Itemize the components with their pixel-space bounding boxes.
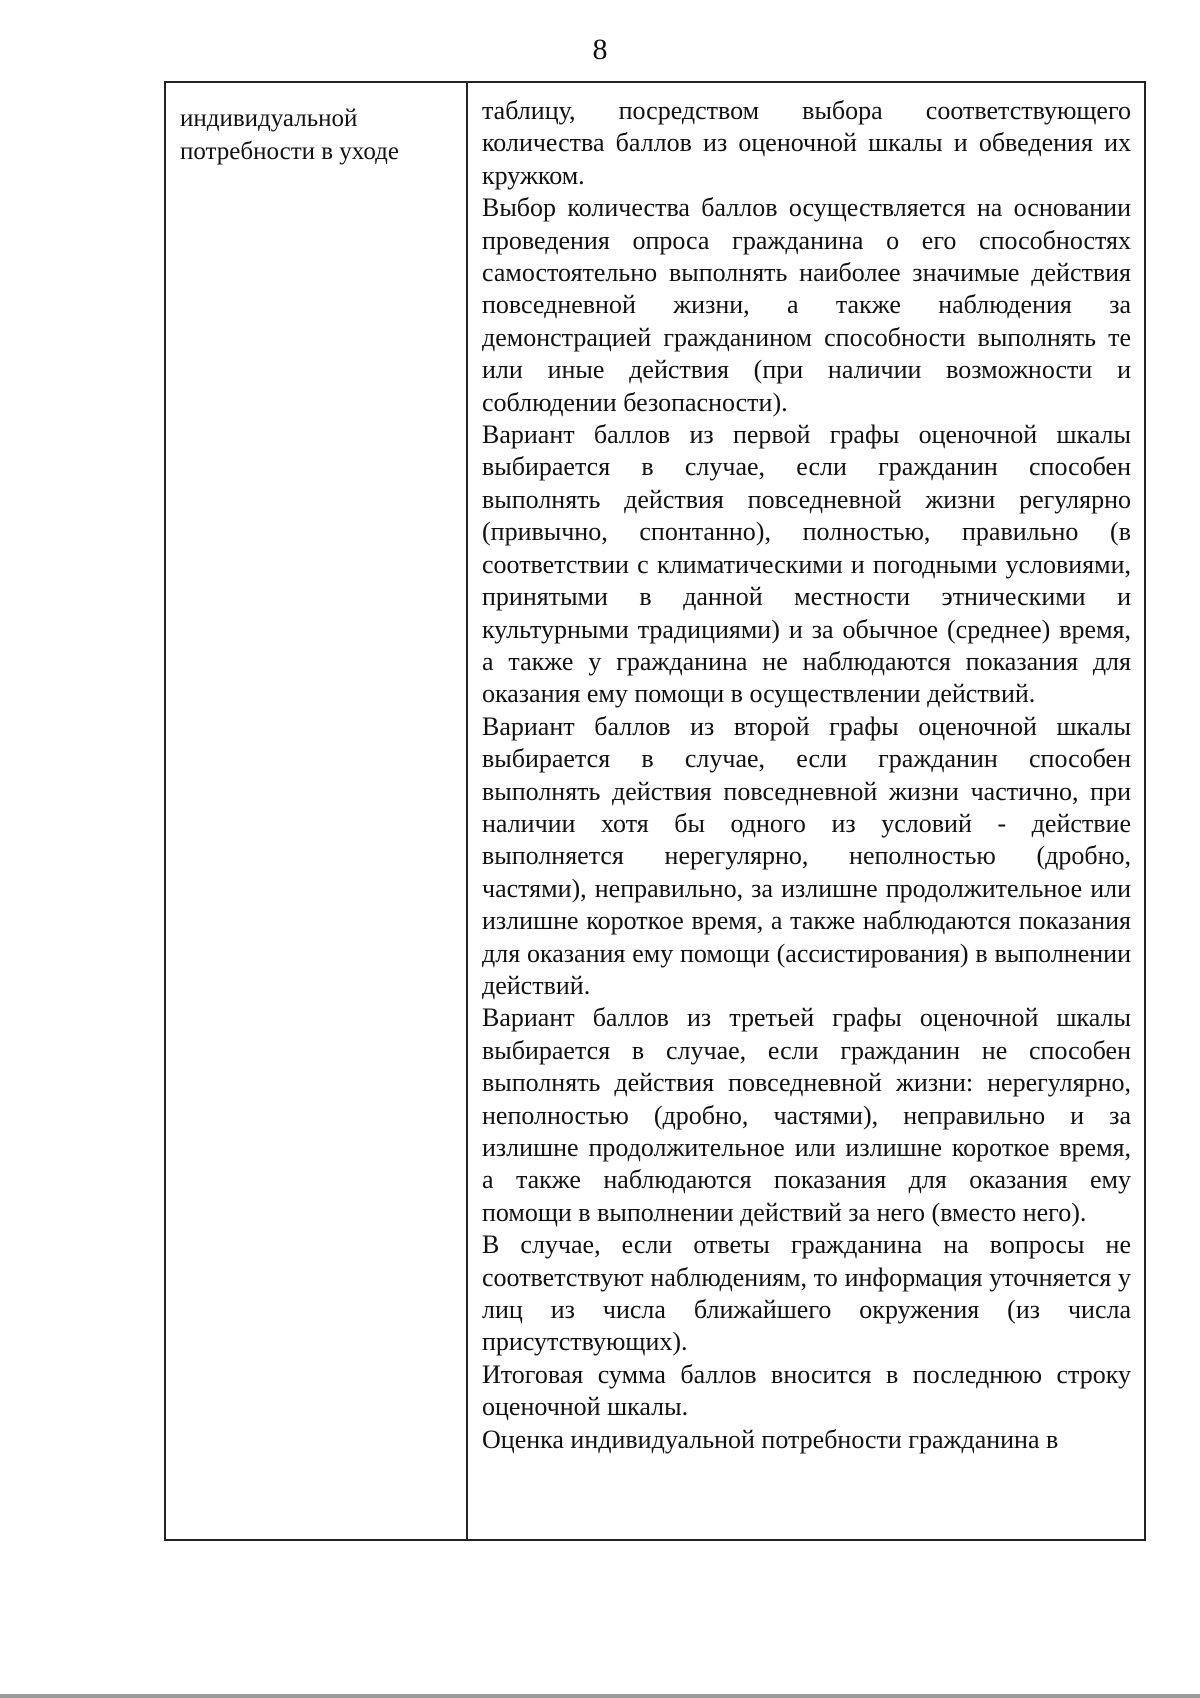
scan-edge-divider xyxy=(0,1694,1200,1698)
paragraph: Вариант баллов из второй графы оценочной шкалы выбирается в случае, если гражданин способен выполнять действия повседневной жизни частично, при наличии хотя бы одного из условий - действие выполняется нерегулярно, неполностью (дробно, частями), неправильно, за излишне продолжительное или излишне короткое время, а также наблюдаются показания для оказания ему помощи (ассистирования) в выполнении действий. xyxy=(482,711,1131,1000)
paragraph: Оценка индивидуальной потребности гражданина в xyxy=(482,1424,1059,1454)
paragraph: Вариант баллов из третьей графы оценочной шкалы выбирается в случае, если гражданин не способен выполнять действия повседневной жизни: нерегулярно, неполностью (дробно, частями), неправильно и за излишне продолжительное или излишне короткое время, а также наблюдаются показания для оказания ему помощи в выполнении действий за него (вместо него). xyxy=(482,1003,1131,1227)
paragraph: В случае, если ответы гражданина на вопросы не соответствуют наблюдениям, то информация уточняется у лиц из числа ближайшего окружения (из числа присутствующих). xyxy=(482,1230,1131,1357)
paragraph: Вариант баллов из первой графы оценочной шкалы выбирается в случае, если гражданин способен выполнять действия повседневной жизни регулярно (привычно, спонтанно), полностью, правильно (в соответствии с климатическими и погодными условиями, принятыми в данной местности этническими и культурными традициями) и за обычное (среднее) время, а также у гражданина не наблюдаются показания для оказания ему помощи в осуществлении действий. xyxy=(482,420,1131,709)
table-cell-left: индивидуальной потребности в уходе xyxy=(166,83,468,1539)
document-table xyxy=(164,81,1146,1541)
table-cell-right xyxy=(468,83,1144,1539)
page-number: 8 xyxy=(592,33,608,66)
paragraph: таблицу, посредством выбора соответствующего количества баллов из оценочной шкалы и обведения их кружком. xyxy=(482,96,1131,190)
paragraph: Итоговая сумма баллов вносится в последнюю строку оценочной шкалы. xyxy=(482,1359,1131,1422)
paragraph: Выбор количества баллов осуществляется на основании проведения опроса гражданина о его способностях самостоятельно выполнять наиболее значимые действия повседневной жизни, а также наблюдения за демонстрацией гражданином способности выполнять те или иные действия (при наличии возможности и соблюдении безопасности). xyxy=(482,193,1131,417)
